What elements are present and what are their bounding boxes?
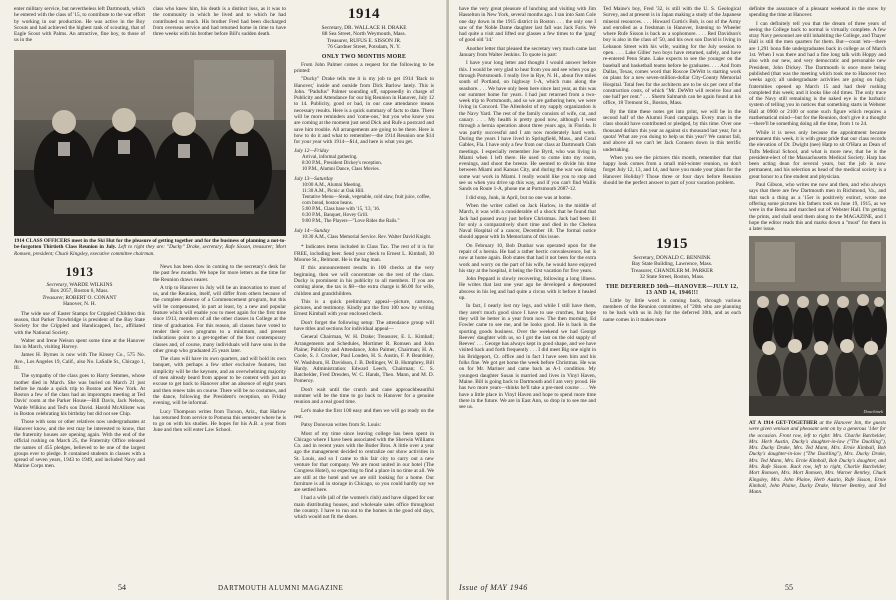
paragraph: A trip to Hanover in July will be an innovation to most of us, and the Reunion, itself, will differ from others because of the complete absence of a Commencement program, but this will be compensated, in part at least, by a new and popular feature which will enable you to meet again for the first time since 1913, members of all the other classes in College at the time of graduation. For this reason, all classes have voted to render their own programs to a minimum, and present indications point to a get-together of the four contemporary classes and, of course, many individuals will have sons in the other group who graduated 25 years later. [153, 284, 286, 354]
section-headline: ONLY TWO MONTHS MORE [321, 53, 407, 60]
col2-bottom [153, 264, 286, 574]
schedule-day: July 12—Friday [294, 148, 329, 155]
schedule-day: July 13—Saturday [294, 176, 334, 183]
right-col3-top [749, 6, 886, 233]
section-headline: THE DEFERRED 30th—HANOVER—JULY 12, 13 AND 14, 1946!!! [605, 283, 739, 296]
schedule-day: July 14—Sunday [294, 228, 330, 235]
paragraph: Little by little word is coming back, through various members of the Reunion committee, of "20th who are planning to be back with us in July for the deferred 30th, and as each name comes in it makes more [603, 297, 741, 323]
paragraph: On February 10, Bob Dunbar was operated upon for the repair of a hernia. He had a rather hectic convalescence, but is now at home again. Bob states that had it not been for the extra work and worry on the part of his wife, he would have enjoyed his stay at the hospital, it being the first vacation for five years. [459, 242, 596, 274]
paragraph: While it is news only because the appointment became permanent this week, it is with great pride that our class records the elevation of Dr. Dwight (nee) Hatp to sit O'Hara as Dean of Tufts Medical School, and what is more new, that he is the president-elect of the Massachusetts Medical Society. Harp has been acting dean for several years, but the job is now permanent, and his selection as head of the medical society is a great honor to a fine student and physician. [749, 129, 886, 180]
treasurer-label: Treasurer, [42, 294, 64, 301]
year-heading-1914: 1914 [348, 6, 380, 22]
paragraph: I have your long letter and thought I would answer before this. I would be very glad to hear from you and see when you go through Portsmouth. I really live in Rye, N. H., about five miles south of Portland, on highway 1-A, which runs along the seashore. . . . We have only been here since last year, as this was our summer home for years. I had just returned from a two-week trip to Portsmouth, and so we are gathering here, we were living in Concord. The Allenholst of my supply organization is the Navy Yard. The rest of the family consists of wife, cat, and canary. . . . My health is pretty good now, although I went through a hernia operation about three years ago, in Florida. It was partly successful and I am now moderately hard work. During the years I have lived in Springfield, Mass., and Coral Gables, Fla. I have only a few from our class at Dartmouth Club meetings. I especially remember Joe Byrd, who was living in Miami when I left there. He used to come into my room, evenings, and shoot the breeze. He seemed to divide his time between Miami and Kansas City, and during the war was doing some war work in Miami. I really would like you to stop and see us when you drive up this way, and if you can't find Wallis Sands on Route 1-A, phone me at Portsmouth 2687-12. [459, 60, 596, 193]
paragraph: If this announcement results in 100 checks at the very beginning, then we will concentrate on the rest of the class. Ducky is prominent in his publicity to all members. If you are coming alone, the tax is $8—the extra charge is $6.00 for wife, children and grandchildren. [294, 265, 434, 297]
paragraph: The class will have its own quarters, and will hold its own banquet, with perhaps a few other exclusive features, but simplicity will be the keynote, and an overwhelming majority of men already heard from appear to be content with just an excuse to get back to Hanover after an absence of eight years and then renew tabs on course. There will be no costumes, and the dance, following the President's reception, on Friday evening, will be informal. [153, 356, 286, 407]
paragraph: I had a wife (all of the women's club) and have slipped for our main distributing houses, and wholesale sales office throughout the country. I have to run out to the homes in the good old days, which would not fit the shoes. [294, 495, 434, 521]
left-page [0, 0, 447, 600]
schedule-item: 9:00 P.M., The Players—"Love Rides the Rails." [302, 219, 400, 225]
treasurer-name: ROBERT O. CONANT [65, 294, 117, 301]
paragraph: This is a quick preliminary appeal—picture, cartoons, pictures, and testimony. Kindly put the first 100 now by writing Ernest Kimball with your enclosed check. [294, 298, 434, 318]
paragraph: General Chairman, W. H. Drake; Treasurer, E. L. Kimball; Arrangements and Schedules, Mortimer R. Romsen and John Plaine; Publicity and Attendance, John Palmer, Chairman; H. A. Coole, S. J. Crocker, Paul Louden, H. S. Austin, F. P. Beardsley, W. Washburn, H. Davidson, J. B. Dellinger, W. B. Humphrey, Bill Hardy. Administration: Edward Leech, Chairman; C. S. Batchelder, Fred Dresden, W. C. Hands, Theo. Mann, and M. D. Pomeroy. [294, 334, 434, 385]
schedule-item: 5:00 P.M., Class base with '15, '13, '16. [302, 207, 381, 213]
paragraph: James H. Byrnes is now with The Kinsey Co., 575 No. Ave., Los Angeles 19, Calif., also No. LaSalle St., Chicago 1, Ill. [14, 352, 145, 371]
secretary-label: Secretary, [46, 282, 69, 288]
right-col1 [459, 6, 596, 578]
class-officers-photo [14, 50, 286, 236]
paragraph: In fact, I nearly lost my legs, and while I still have them, they aren't much good since I have to use crutches, but hope they will be better in a year from now. The then morning, Ed Fowler came to see me, and he looks good. He is back in the sporting goods business. Over the weekend we had George Reeves' daughter with us, so I got the last on the old supply of Reeves' . . . George has always kept in good shape, and we have visited back and forth frequently . . . I did meet Big one night in his Bridgeport, Ct. office and in fact I have seen him and his folks fine. We got get home the week before Christmas. He was on for Mr. Mariner and came back as A-1 condition. My youngest daughter Susan is married and lives in Vinyl Haven, Maine. Bill is going back to Dartmouth and I am very proud. He has two more years—thinks he'll take a pre-med course . . . We have a little place in Vinyl Haven and hope to spend more time there in the future. We are in East Ann, so drop in to see me and see us. [459, 303, 596, 411]
paragraph: John Peppard is slowly recovering, following a long illness. He writes that last one year ago he developed a deepseated abscess in his leg and had quite a circus with it before it healed up. [459, 276, 596, 302]
schedule-item: 10:00 A.M., Alumni Meeting. [302, 183, 362, 189]
class-1913-section [14, 264, 145, 574]
paragraph: Another letter that pleased the secretary very much came last January from Walter Jenkins. To quote in part: [459, 45, 596, 59]
schedule-item: 6:30 P.M., Banquet, Hovey Grill. [302, 213, 369, 219]
paragraph: When the writer called on Jack Harlow, in the middle of March, it was with a considerable of a shock that he found that Jack had passed away just before Christmas. Jack had been ill for only a comparatively short time and died in the Chelsea Naval Hospital of a cancer, December 18. The formal notice should appear with In Memoriams of this issue. [459, 202, 596, 241]
paragraph: have the very great pleasure of lunching and visiting with Jim Hasselton in New York, several months ago. I ran into Sam Cole one day down in the 1915 district in Boston . . . the only one I saw of the Noble Dame daughter last fall was Jack Faris. We had quite a visit and lifted our glasses a few times to the 'gang' of good old '14.' [459, 6, 596, 44]
magazine-footer: DARTMOUTH ALUMNI MAGAZINE [218, 584, 344, 592]
paragraph: Those with sons or other relatives now undergraduates at Hanover know, and the rest may be interested to know, that the fraternity houses are opening again. With the end of the official rushing on March 25, the Fraternity Office released the names of 455 pledges, believed to be one of the largest groups ever to pledge. It contained students in classes with a spread of seven years, 1943 to 1949, and included Navy and Marine Corps men. [14, 419, 145, 470]
caption-text: Left to right they are: "Ducky" Drake, secretary; Rufe Sisson, treasurer; Mort Romsen, president; Chuck Kingsley, executive committee chairman. [14, 244, 287, 257]
schedule-item: 8:30 P.M., President Dickey's reception. [302, 161, 383, 167]
paragraph: Don't wait until the crutch and cane approachbeautiful summer will be the time to go back to Hanover for a genuine reunion and a real good time. [294, 386, 434, 406]
caption-bold: 1914 CLASS OFFICERS meet in the Ski Hut for the pleasure of getting together and for the business of planning a not-to-be-forgotten Thirtieth Class Reunion in July. [14, 238, 286, 251]
paragraph: Ted Maine's boy, Fred '32, is still with the U. S. Geological Survey, and at present is in Japan making a study of the Japanese mineral resources. . . . Howard Curtis's Bob, is out of the Army and enrolled as a freshman in Hanover, listening to Wheeler where Rufe Sisson is back as a sophomore. . . . Red Davidson's boy is also in the class of '50, and his own son David is living in Lebanon Street with his wife, waiting for the July session to open. . . . Lake Gilles' two boys have returned, safely, and have re-entered Penn State. Lake expects to see the younger on the baseball and basketball teams before he graduates. . . . And from Dallas, Texas, comes word that Roscoe DeWitt is starting work on plans for a new seven-million-dollar City-County Memorial Hospital. Total fees for the architects are to be six per cent of the construction costs, of which "Mr. DeWitt will receive four and one half per cent." . . . Sherm Salmarsh can be again found at his office, 18 Tremont St., Boston, Mass. [603, 6, 741, 107]
class-1914-section [294, 6, 434, 576]
treasurer-line: Treasurer, CHANDLER M. PARKER [631, 267, 713, 274]
class-1915-section [603, 236, 741, 356]
treasurer-address: 76 Gardner Street, Potsdam, N. Y. [327, 44, 401, 51]
secretary-address: 88 Sea Street, North Weymouth, Mass. [322, 31, 406, 38]
treasurer-address: 32 State Street, Boston, Mass. [639, 274, 705, 281]
right-page [449, 0, 896, 600]
schedule-item: Arrival, informal gathering. [302, 155, 358, 161]
paragraph: I can definitely tell you that the dream of three years of seeing the College back to normal is virtually complete. A few stray Navy personnel are still inhabiting the College, and Thayer Hall is still the men quarters for them. But—count 'em—there are 1,291 bona fide undergraduates back in college as of March 1st. When I was there and had a fine long talk with Hoppy and also with our new, and very democratic and personable new President, John Dickey. The Dartmouth is once more being published (that was the meeting which took me to Hanover two weeks ago); all undergraduate activities are going on high; fraternities opened up March 15 and had their rushing completed this week; and it looks like old times. The only trace of the Navy still remaining is the naked eye is the barbaric system of telling you in notices that something starts in Webster Hall at 0900 or 2100 or some such figure which requires a mathematical mind—but for the Reunion, don't give it a thought—there'll be something doing all the time, from 1 to 24. [749, 20, 886, 128]
paragraph: The wide use of Easter Stamps for Crippled Children this season, that Parker Trowbridge is president of the Bay State Society for the Crippled and Handicapped, Inc., affiliated with the National Society. [14, 310, 145, 336]
treasurer-line: Treasurer, RUFUS E. SISSON JR. [326, 37, 402, 44]
get-together-caption [749, 420, 886, 496]
secretary-address: Box 2057, Boston 6, Mass. [50, 288, 109, 295]
paragraph: Lucy Thompson writes from Tucson, Ariz., that Harlow has returned from service to Pomona this semester where he is to go on with his studies. He hopes for his A.B. a year from June and then will enter Law School. [153, 408, 286, 434]
paragraph: Most of my time since leaving college has been spent in Chicago where I have been associated with the Sherwin Williams Co. and in recent years with the Butler Bros. A little over a year ago the management decided to centralize our show activities in St. Louis, and so I came to this fair city to carry out a new venture for that company. We are most united in our hotel (The Congress Hotel), so expecting to find a place in no time at all. We are still at the hotel and we are still looking for a home. Our furniture is all in storage in Chicago, so you could hardly say we are settled here. [294, 430, 434, 494]
schedule-item: Tentative Menu—Steak, vegetable, cold slaw, fruit juice, coffee, corn bread, boston beans. [302, 195, 431, 207]
caption-text: at the Hanover Inn, the guests were given venison and pheasant sent on by a generous '14er for the occasion. Front row, left to right: Mrs. Charlie Batchelder, Mrs. Herb Austin, Ducky's daughter-in-law ("The Duckling"), Mrs. Ducky Drake, Mrs. Ted Mann, Mrs. Ernie Kimball, Bob Ducky's daughter-in-law ("The Duckling"), Mrs. Ducky Drake, Mrs. Ted Mann, Mrs. Ernie Kimball, Bob Ducky's daughter, and Mrs. Rufe Sisson. Back row, left to right, Charlie Batchelder, Mort Romsen, Mrs. Mort Romsen, Mrs. Warner Bentley, Chuck Kingsley, Mrs. John Plaine, Herb Austin, Rufe Sisson, Ernie Kimball, John Plaine, Ducky Drake, Warner Bentley, and Ted Mann. [749, 420, 887, 496]
paragraph: definite the assurance of a pleasant weekend in the snow by spending the time at Hanover. [749, 6, 886, 19]
schedule-item: 10 P.M., Alumni Dance, Class Movies. [302, 167, 380, 173]
issue-label: Issue of MAY 1946 [459, 583, 528, 592]
paragraph: Don't forget the following setup: The attendance group will have titles and sections for individual appeal— [294, 319, 434, 333]
year-heading-1913: 1913 [65, 264, 94, 279]
paragraph: * Indicates items included in Class Tax. The rest of it is for FREE, including beer. Send your check to Ernest L. Kimball, 30 Monroe St., Belmont. He is the bag man. [294, 244, 434, 264]
treasurer-address: Hanover, N. H. [63, 301, 96, 308]
photo-credit: Donchinek [863, 409, 883, 414]
paragraph: I did stop, Junk, in April, but no one was at home. [466, 194, 572, 201]
paragraph: "Ducky" Drake tells me it is my job to get 1914 'Back to Hanover,' inside and outside from Dick Barlow lately. This is John. "Padufus" Palmer sounding off, supposedly in charge of Publicity and Attendance for our big Reunion in Hanover, July 12 to 14. Publicity, good or bad, in our case attendance means necessary results. Here is a quick summary of facts to date. There will be more reminders and 'come-ons,' but you who know you are coming at the moment just send Dick and Rufe a postcard and save him trouble. All arrangements are going to be there. Here is how to do it and what to remember—the 1914 Reunion one $14 for your year with 1914—$14, and here is what you get. [294, 76, 434, 146]
schedule-item: 11:30 A.M., Picnic at Oak Hill. [302, 189, 365, 195]
paragraph: Patsy Donovan writes from St. Louis: [301, 422, 382, 429]
secretary-name: WARDE WILKINS [69, 282, 113, 288]
paragraph: When you see the pictures this month, remember that that happy look comes from a small mid-winter reunion, so don't forget July 12, 13, and 14, and have you made your plans for the Hanover Holiday? Those three or four days before Reunion should be the perfect answer to part of your vacation problem. [603, 154, 741, 187]
secretary-line: Secretary, DR. WALLACE H. DRAKE [321, 25, 407, 31]
paragraph: enter military service, but nevertheless left Dartmouth, which he entered with the class of '15, to contribute to the war effort by working in our production. He was active in the Boy Scouts and had achieved the highest rank of scouting, that of Eagle Scout with Palms. An attractive, fine boy, to those of us in the [14, 6, 145, 44]
caption-bold: AT A 1914 GET-TOGETHER [749, 420, 818, 426]
year-heading-1915: 1915 [656, 236, 688, 252]
class-officers-caption [14, 238, 286, 257]
paragraph: News has been slow in coming to the secretary's desk for the past few months. We hope for more letters as the time for the Reunion draws nearer. [153, 264, 286, 283]
schedule-item: 10:30 A.M., Class Memorial Service. Rev. Walter David Knight. [302, 235, 432, 241]
paragraph: class who knew him, his death is a distinct loss, as it was to the community in which he lived and to which he had contributed so much. His brother Fred had been discharged from overseas service and had returned home in time to have three weeks with his brother before Bill's sudden death. [153, 6, 286, 38]
paragraph: Let's make the first 100 easy and then we will go ready on the rest. [294, 407, 434, 420]
paragraph: Paul Gibson, who writes me now and then, and who always says that there are few Dartmouth men in Richmond, Va., and that such a thing as a '15er is positively extinct, wrote me offering some pictures his fathers took on June 19, 1915, as we were in the Bema and marched out of Webster Hall. I'm getting the prints, and shall send them along to the MAGAZINE, and I hope the editor reads this and marks down a "must" for them in a later issue. [749, 182, 886, 233]
get-together-photo [749, 236, 886, 416]
paragraph: The sympathy of the class goes to Harry Semmes, whose mother died in March. She was buried on March 21 just before he made a quick trip to Boston and New York. At Boston a few of the class had an impromptu meeting at Ted Davis' room at the Parker House—Bill Davis, Jack Nelson, Warde Wilkins and Ted's son David. Harold McAllister was in Boston celebrating his birthday but did not see Chip. [14, 373, 145, 418]
page-number: 55 [785, 583, 793, 592]
paragraph: From John Palmer comes a request for the following to be printed: [294, 61, 434, 74]
page-number: 54 [118, 583, 126, 592]
secretary-address: Bay State Building, Lawrence, Mass. [631, 261, 713, 268]
paragraph: Walter and Irene Nelson spent some time at the Hanover Inn in March, visiting Harvey. [14, 337, 145, 351]
paragraph: By the time these notes get into print, we will be in the second half of the Alumni Fund campaign. Every man in the class should have contributed or pledged, by this time. Over one thousand dollars this year as against six thousand last year, for a quota! What are you doing to help us this year? We cannot fail, and above all we can't let Jack Conners down in this terrific undertaking. [603, 108, 741, 153]
secretary-line: Secretary, DONALD C. BENNINK [633, 255, 711, 261]
